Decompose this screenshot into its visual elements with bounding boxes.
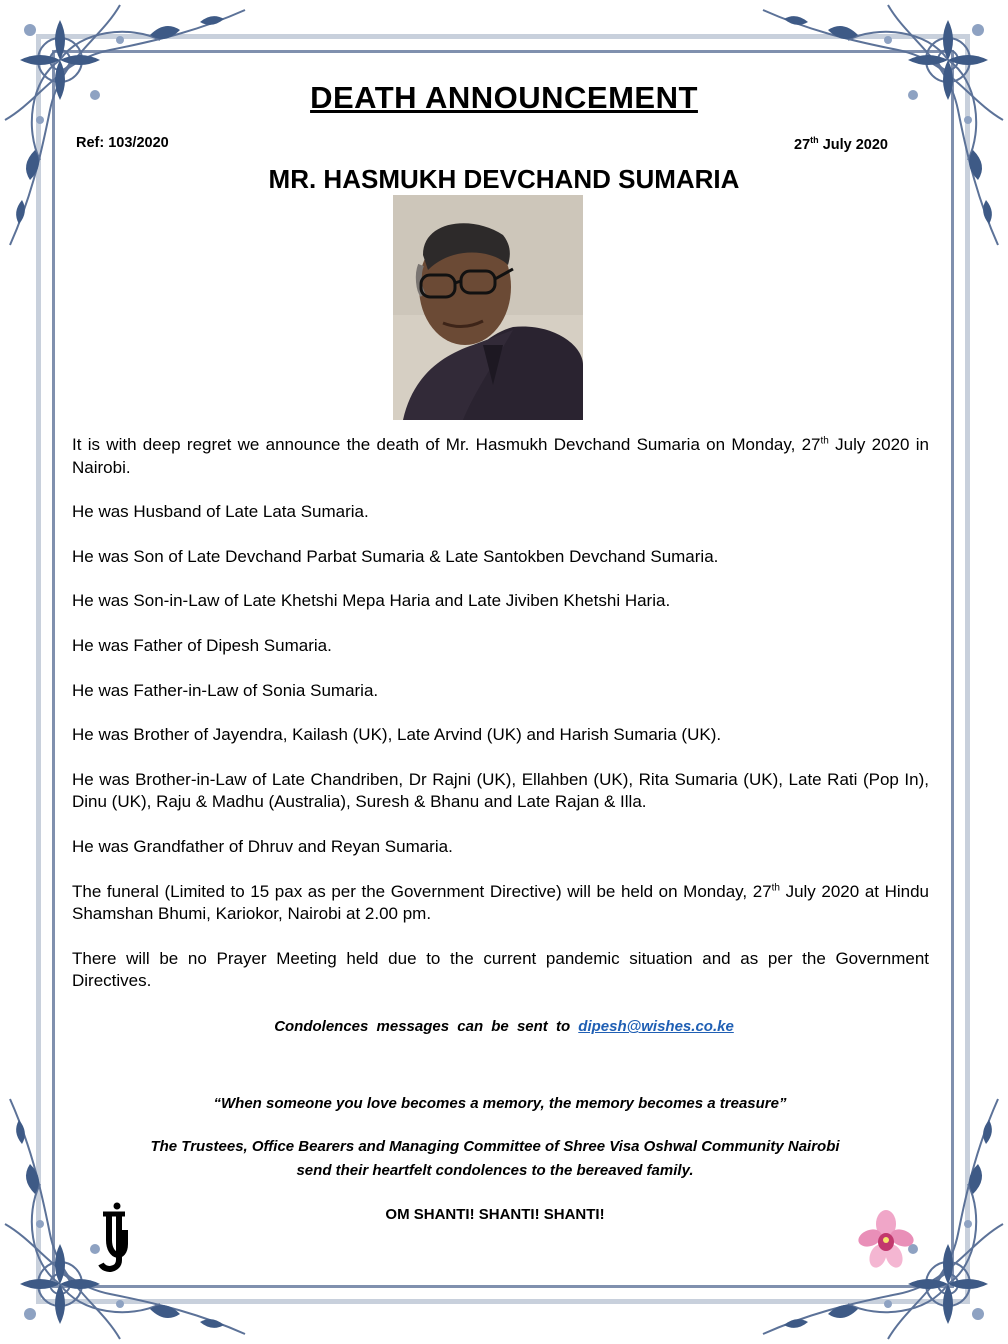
date-suffix: th	[810, 135, 819, 145]
death-notice-text-end: July 2020 in Nairobi.	[72, 435, 929, 477]
date-suffix: th	[820, 435, 829, 447]
prayer-meeting-paragraph: There will be no Prayer Meeting held due to the current pandemic situation and as per the Government Directives.	[72, 948, 929, 991]
floral-corner-icon	[0, 0, 250, 250]
om-shanti-line: OM SHANTI! SHANTI! SHANTI!	[385, 1206, 605, 1223]
grandfather-paragraph: He was Grandfather of Dhruv and Reyan Sumaria.	[72, 836, 453, 856]
husband-paragraph: He was Husband of Late Lata Sumaria.	[72, 502, 369, 522]
trustees-line-2: send their heartfelt condolences to the bereaved family.	[296, 1162, 694, 1179]
brother-paragraph: He was Brother of Jayendra, Kailash (UK), Late Arvind (UK) and Harish Sumaria (UK).	[72, 725, 722, 745]
brother-in-law-paragraph: He was Brother-in-Law of Late Chandriben, Dr Rajni (UK), Ellahben (UK), Rita Sumaria (UK), Late Rati (Pop In), Dinu (UK), Raju & Madhu (Australia), Suresh & Bhanu and Late Rajan & Illa.	[72, 769, 929, 812]
date-day: 27	[794, 136, 811, 153]
trustees-line-1: The Trustees, Office Bearers and Managing Committee of Shree Visa Oshwal Community Nairobi	[150, 1138, 840, 1155]
condolence-email-link[interactable]: dipesh@wishes.co.ke	[578, 1018, 734, 1035]
trustees-message	[0, 1135, 990, 1183]
memorial-quote: “When someone you love becomes a memory, the memory becomes a treasure”	[213, 1095, 787, 1112]
portrait-photo	[393, 195, 583, 420]
father-paragraph: He was Father of Dipesh Sumaria.	[72, 635, 332, 655]
death-notice-text: It is with deep regret we announce the death of Mr. Hasmukh Devchand Sumaria on Monday, 27	[72, 435, 821, 454]
condolence-line	[0, 1018, 1008, 1035]
floral-corner-icon	[758, 0, 1008, 250]
funeral-text: The funeral (Limited to 15 pax as per the Government Directive) will be held on Monday, 27	[72, 881, 772, 901]
announcement-date	[794, 135, 888, 153]
funeral-text-end: July 2020 at Hindu Shamshan Bhumi, Kariokor, Nairobi at 2.00 pm.	[72, 881, 930, 924]
announcement-title: DEATH ANNOUNCEMENT	[310, 80, 698, 115]
condolence-text: Condolences messages can be sent to	[274, 1018, 579, 1035]
son-in-law-paragraph: He was Son-in-Law of Late Khetshi Mepa Haria and Late Jiviben Khetshi Haria.	[72, 591, 671, 611]
death-notice-paragraph	[72, 434, 929, 479]
orchid-flower-icon	[858, 1210, 914, 1272]
jain-symbol-icon	[95, 1200, 135, 1276]
father-in-law-paragraph: He was Father-in-Law of Sonia Sumaria.	[72, 680, 379, 700]
date-suffix: th	[771, 881, 780, 893]
date-month-year: July 2020	[818, 136, 888, 153]
reference-number: Ref: 103/2020	[76, 135, 169, 151]
deceased-name: MR. HASMUKH DEVCHAND SUMARIA	[268, 164, 740, 194]
funeral-paragraph	[72, 881, 929, 926]
announcement-body	[72, 434, 929, 1015]
son-paragraph: He was Son of Late Devchand Parbat Sumaria & Late Santokben Devchand Sumaria.	[72, 546, 719, 566]
